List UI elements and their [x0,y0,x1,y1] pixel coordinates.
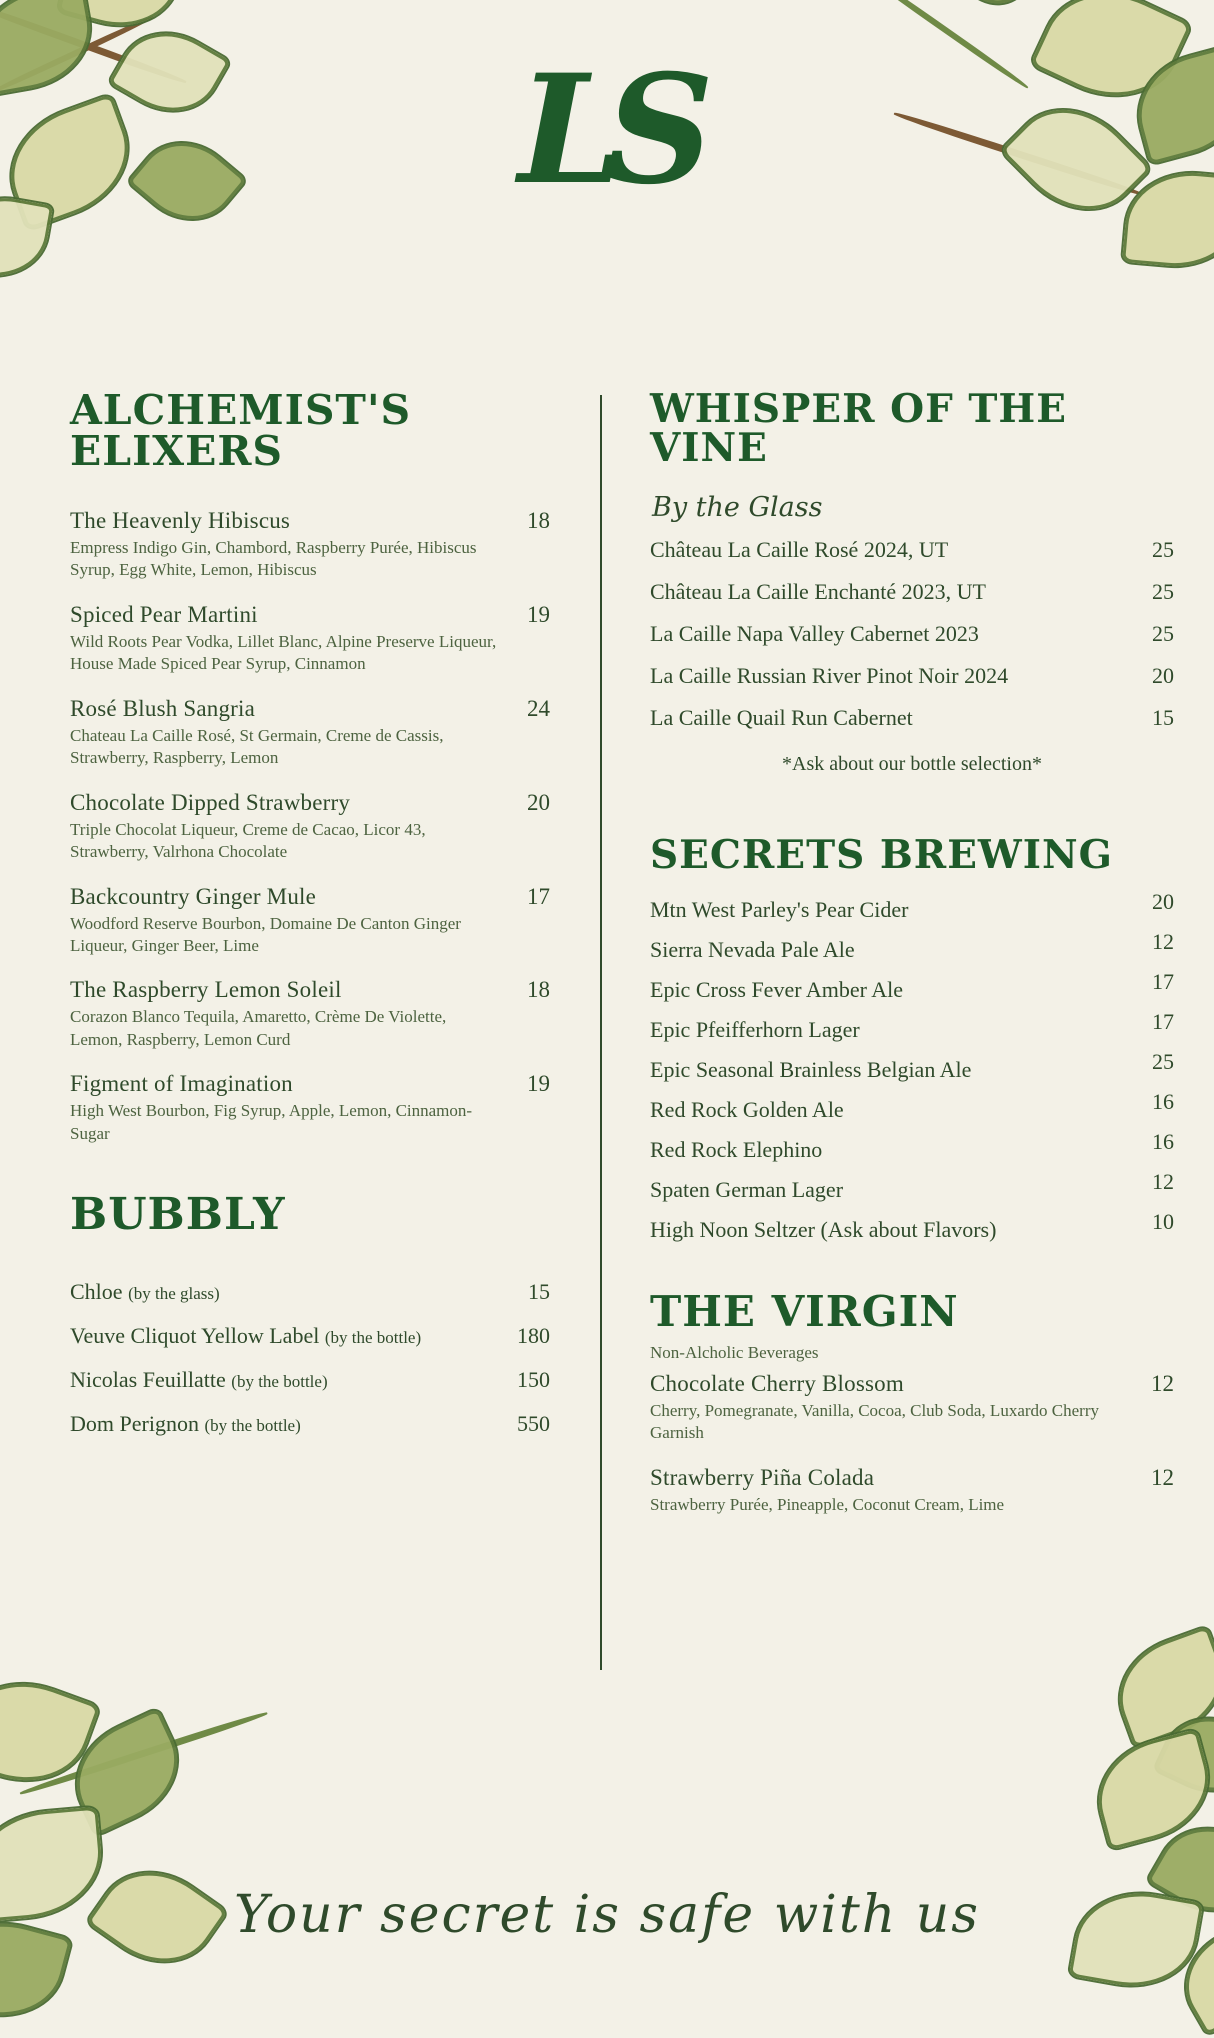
item-label: Chloe [70,1279,123,1305]
item-price: 25 [1152,621,1174,646]
list-item[interactable] [650,969,1174,1003]
item-price: 180 [517,1323,550,1349]
item-price: 15 [528,1279,550,1305]
list-item[interactable] [70,1323,550,1349]
list-item[interactable] [650,579,1174,605]
menu-item[interactable] [70,696,550,770]
item-label: Veuve Cliquot Yellow Label [70,1323,320,1349]
list-item[interactable] [70,1367,550,1393]
item-name: The Raspberry Lemon Soleil [70,977,342,1003]
item-price: 18 [527,977,550,1003]
menu-body [0,386,1214,1710]
virgin-list [650,1371,1174,1516]
menu-column-left [0,386,600,1710]
list-item[interactable] [70,1411,550,1437]
item-price: 25 [1152,537,1174,562]
item-price: 20 [1152,889,1174,914]
menu-column-right [602,386,1214,1710]
section-title-bubbly: BUBBLY [70,1189,286,1241]
item-description: Corazon Blanco Tequila, Amaretto, Crème De Violette, Lemon, Raspberry, Lemon Curd [70,1007,447,1049]
item-name: Backcountry Ginger Mule [70,883,317,909]
item-name: La Caille Quail Run Cabernet [650,705,913,730]
item-price: 16 [1152,1089,1174,1114]
wine-subtitle: By the Glass [652,492,823,523]
virgin-subtitle: Non-Alcholic Beverages [650,1343,819,1362]
item-price: 12 [1152,1169,1174,1194]
item-description: High West Bourbon, Fig Syrup, Apple, Lemon, Cinnamon-Sugar [70,1101,473,1143]
item-name: Red Rock Elephino [650,1137,823,1162]
item-description: Triple Chocolat Liqueur, Creme de Cacao, Licor 43, Strawberry, Valrhona Chocolate [70,819,426,862]
item-label: Nicolas Feuillatte [70,1367,226,1393]
item-name: Epic Cross Fever Amber Ale [650,977,903,1002]
list-item[interactable] [650,537,1174,563]
item-price: 24 [527,695,550,721]
item-name: High Noon Seltzer (Ask about Flavors) [650,1217,997,1242]
list-item[interactable] [650,1209,1174,1243]
item-price: 18 [527,508,550,533]
foliage-bottom-right [944,1720,1214,2020]
item-name: Château La Caille Enchanté 2023, UT [650,579,986,604]
item-description: Chateau La Caille Rosé, St Germain, Creme de Cassis, Strawberry, Raspberry, Lemon [70,725,444,768]
item-name: Spaten German Lager [650,1177,844,1202]
list-item[interactable] [650,929,1174,963]
item-price: 10 [1152,1209,1174,1234]
menu-item[interactable] [70,1071,550,1145]
item-sublabel: (by the bottle) [204,1416,301,1436]
item-name [70,1279,220,1305]
menu-item[interactable] [70,508,550,582]
item-name: Spiced Pear Martini [70,601,258,627]
foliage-bottom-left [0,1670,300,2030]
list-item[interactable] [650,1009,1174,1043]
list-item[interactable] [650,889,1174,923]
item-sublabel: (by the bottle) [231,1372,328,1392]
footer-tagline: Your secret is safe with us [234,1885,980,1945]
beer-list [650,889,1174,1243]
item-price: 25 [1152,579,1174,604]
list-item[interactable] [650,1169,1174,1203]
item-name: La Caille Russian River Pinot Noir 2024 [650,663,1009,688]
item-name: Strawberry Piña Colada [650,1464,875,1490]
list-item[interactable] [70,1279,550,1305]
item-name [70,1323,421,1349]
item-description: Empress Indigo Gin, Chambord, Raspberry Purée, Hibiscus Syrup, Egg White, Lemon, Hibiscus [70,538,477,580]
menu-item[interactable] [650,1465,1174,1516]
item-price: 150 [517,1367,550,1393]
item-name: The Heavenly Hibiscus [70,508,291,533]
item-price: 17 [1152,1009,1174,1034]
item-price: 19 [527,1071,550,1097]
section-title-beer: SECRETS BREWING [650,832,1113,878]
item-price: 20 [527,789,550,815]
section-title-cocktails: ALCHEMIST'S ELIXERS [70,386,412,475]
list-item[interactable] [650,663,1174,689]
bubbly-list [70,1279,550,1437]
item-sublabel: (by the glass) [128,1284,220,1304]
section-title-wine: WHISPER OF THE VINE [650,386,1067,471]
item-name: Red Rock Golden Ale [650,1097,844,1122]
item-price: 12 [1152,929,1174,954]
list-item[interactable] [650,1129,1174,1163]
menu-item[interactable] [70,790,550,864]
menu-item[interactable] [70,884,550,958]
item-price: 20 [1152,663,1174,688]
item-name: Chocolate Cherry Blossom [650,1371,904,1396]
restaurant-logo: LS [518,42,696,218]
item-description: Wild Roots Pear Vodka, Lillet Blanc, Alpine Preserve Liqueur, House Made Spiced Pear Syrup, Cinnamon [70,631,497,674]
item-price: 12 [1151,1464,1174,1490]
item-name: Chocolate Dipped Strawberry [70,789,351,815]
item-price: 19 [527,601,550,627]
item-price: 16 [1152,1129,1174,1154]
item-name: Figment of Imagination [70,1071,293,1097]
list-item[interactable] [650,705,1174,731]
item-name [70,1367,328,1393]
menu-item[interactable] [70,602,550,676]
menu-item[interactable] [650,1371,1174,1445]
bottle-selection-note: *Ask about our bottle selection* [782,753,1042,775]
item-name: Château La Caille Rosé 2024, UT [650,537,949,562]
item-name [70,1411,301,1437]
menu-item[interactable] [70,977,550,1051]
item-name: La Caille Napa Valley Cabernet 2023 [650,621,979,646]
item-label: Dom Perignon [70,1411,199,1437]
item-name: Epic Pfeifferhorn Lager [650,1017,860,1042]
item-price: 550 [517,1411,550,1437]
item-sublabel: (by the bottle) [324,1328,422,1348]
item-name: Sierra Nevada Pale Ale [650,937,855,962]
item-description: Woodford Reserve Bourbon, Domaine De Canton Ginger Liqueur, Ginger Beer, Lime [70,913,461,955]
item-name: Epic Seasonal Brainless Belgian Ale [650,1057,972,1082]
section-title-virgin: THE VIRGIN [650,1287,959,1336]
item-price: 17 [1152,969,1174,994]
item-price: 15 [1152,705,1174,730]
item-price: 12 [1151,1371,1174,1396]
list-item[interactable] [650,1089,1174,1123]
cocktail-list [70,508,550,1145]
item-description: Cherry, Pomegranate, Vanilla, Cocoa, Club Soda, Luxardo Cherry Garnish [650,1401,1099,1443]
item-price: 25 [1152,1049,1174,1074]
item-name: Rosé Blush Sangria [70,695,256,721]
list-item[interactable] [650,1049,1174,1083]
item-price: 17 [527,883,550,909]
item-name: Mtn West Parley's Pear Cider [650,897,909,922]
item-description: Strawberry Purée, Pineapple, Coconut Cream, Lime [650,1494,1005,1514]
list-item[interactable] [650,621,1174,647]
wine-list [650,537,1174,731]
